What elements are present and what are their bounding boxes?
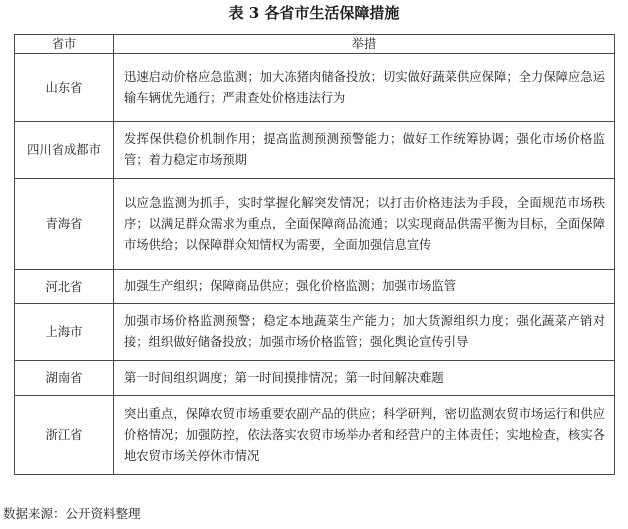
province-cell: 上海市 (15, 304, 114, 361)
header-province: 省市 (15, 35, 114, 54)
measures-cell: 迅速启动价格应急监测；加大冻猪肉储备投放；切实做好蔬菜供应保障；全力保障应急运输车辆优先通行；严肃查处价格违法行为 (114, 54, 615, 122)
province-cell: 四川省成都市 (15, 122, 114, 179)
province-cell: 浙江省 (15, 396, 114, 475)
province-cell: 青海省 (15, 179, 114, 270)
measures-cell: 加强市场价格监测预警；稳定本地蔬菜生产能力；加大货源组织力度；强化蔬菜产销对接；组织做好储备投放；加强市场价格监管；强化舆论宣传引导 (114, 304, 615, 361)
table-row (15, 270, 615, 304)
measures-table (14, 34, 615, 475)
table-header-row (15, 35, 615, 54)
province-cell: 湖南省 (15, 361, 114, 396)
measures-cell: 加强生产组织；保障商品供应；强化价格监测；加强市场监管 (114, 270, 615, 304)
table-title: 表 3 各省市生活保障措施 (228, 4, 400, 22)
measures-cell: 突出重点，保障农贸市场重要农副产品的供应；科学研判，密切监测农贸市场运行和供应价格情况；加强防控，依法落实农贸市场举办者和经营户的主体责任；实地检查，核实各地农贸市场关停休市情况 (114, 396, 615, 475)
table-row (15, 361, 615, 396)
province-cell: 河北省 (15, 270, 114, 304)
data-source-note: 数据来源：公开资料整理 (3, 506, 141, 521)
table-row (15, 54, 615, 122)
table-row (15, 122, 615, 179)
measures-cell: 第一时间组织调度；第一时间摸排情况；第一时间解决难题 (114, 361, 615, 396)
measures-cell: 发挥保供稳价机制作用；提高监测预测预警能力；做好工作统筹协调；强化市场价格监管；着力稳定市场预期 (114, 122, 615, 179)
table-row (15, 396, 615, 475)
table-row (15, 304, 615, 361)
header-measures: 举措 (114, 35, 615, 54)
province-cell: 山东省 (15, 54, 114, 122)
measures-cell: 以应急监测为抓手，实时掌握化解突发情况；以打击价格违法为手段，全面规范市场秩序；以满足群众需求为重点，全面保障商品流通；以实现商品供需平衡为目标，全面保障市场供给；以保障群众知情权为需要，全面加强信息宣传 (114, 179, 615, 270)
table-row (15, 179, 615, 270)
